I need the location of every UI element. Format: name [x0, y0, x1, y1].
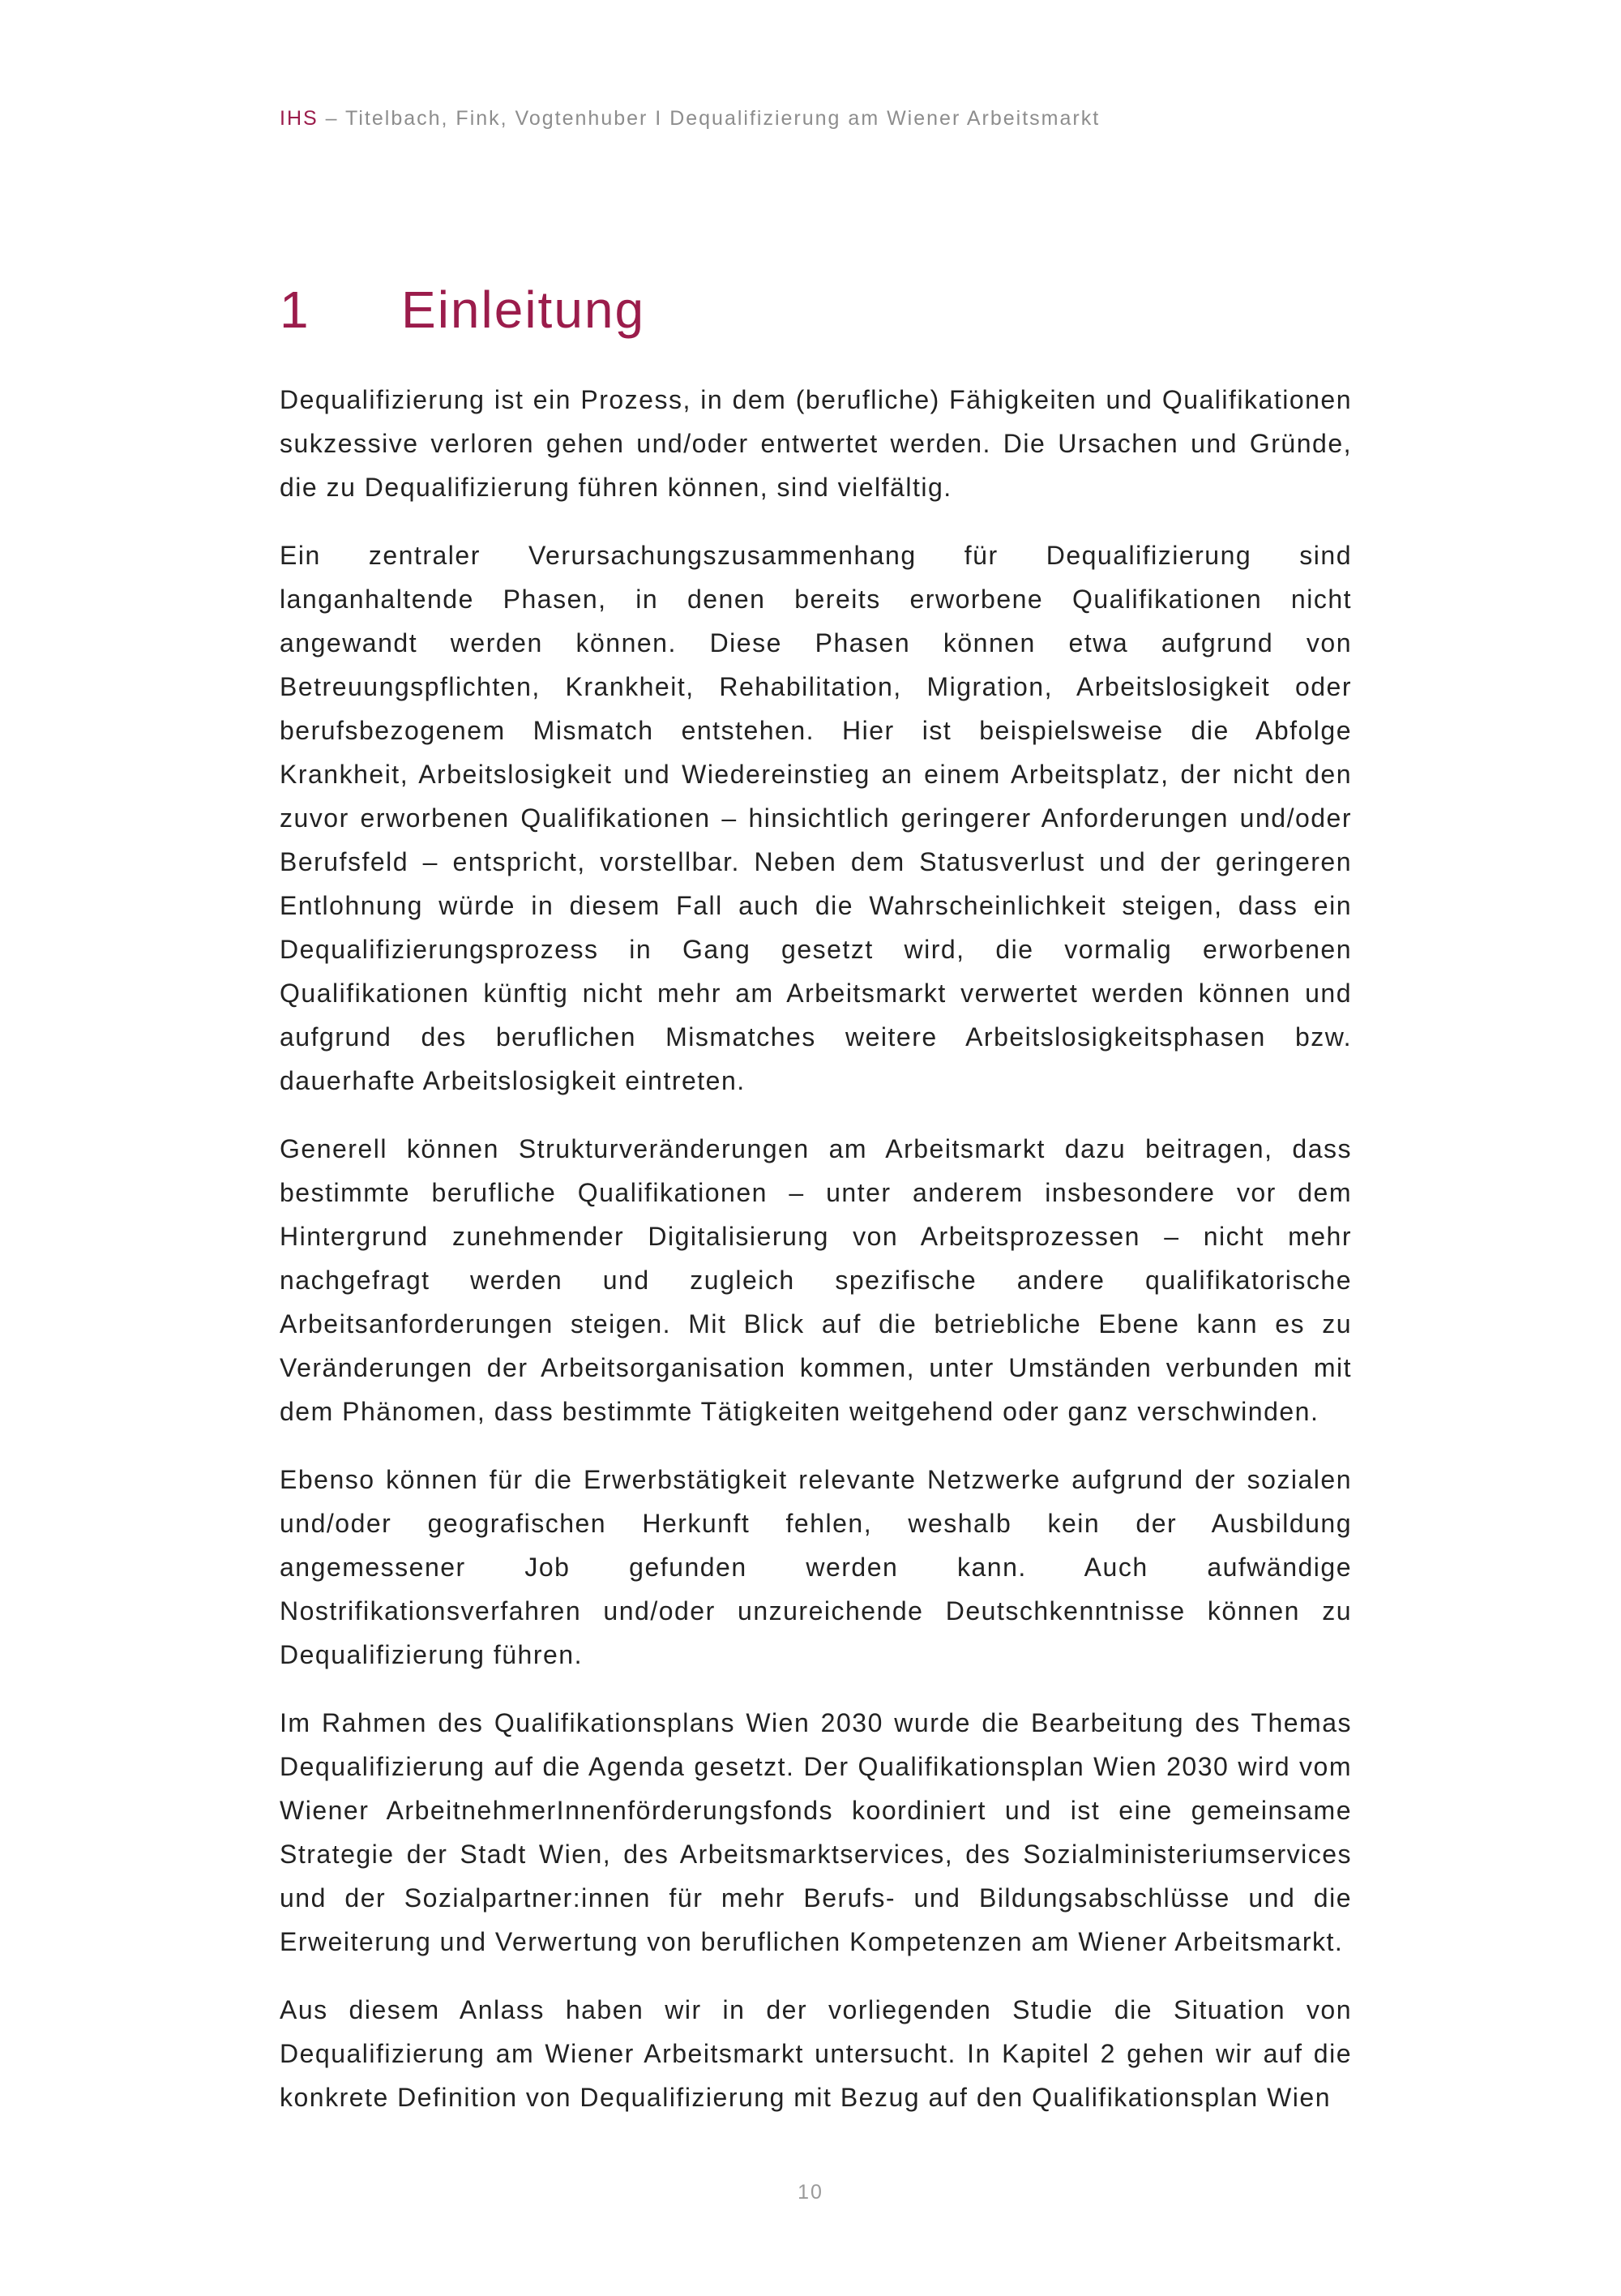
paragraph: Im Rahmen des Qualifikationsplans Wien 2030 wurde die Bearbeitung des Themas Dequalifizierung auf die Agenda gesetzt. Der Qualifikationsplan Wien 2030 wird vom Wiener ArbeitnehmerInnenförderungsfonds koordiniert und ist eine gemeinsame Strategie der Stadt Wien, des Arbeitsmarktservices, des Sozialministeriumservices und der Sozialpartner:innen für mehr Berufs- und Bildungsabschlüsse und die Erweiterung und Verwertung von beruflichen Kompetenzen am Wiener Arbeitsmarkt. — [280, 1708, 1352, 1956]
chapter-title: Einleitung — [401, 281, 646, 339]
chapter-heading — [280, 281, 646, 339]
running-header — [280, 107, 1100, 131]
body-text — [280, 378, 1352, 2144]
paragraph: Aus diesem Anlass haben wir in der vorliegenden Studie die Situation von Dequalifizierung am Wiener Arbeitsmarkt untersucht. In Kapitel 2 gehen wir auf die konkrete Definition von Dequalifizierung mit Bezug auf den Qualifikationsplan Wien — [280, 1995, 1352, 2112]
paragraph: Ein zentraler Verursachungszusammenhang für Dequalifizierung sind langanhaltende Phasen, in denen bereits erworbene Qualifikationen nicht angewandt werden können. Diese Phasen können etwa aufgrund von Betreuungspflichten, Krankheit, Rehabilitation, Migration, Arbeitslosigkeit oder berufsbezogenem Mismatch entstehen. Hier ist beispielsweise die Abfolge Krankheit, Arbeitslosigkeit und Wiedereinstieg an einem Arbeitsplatz, der nicht den zuvor erworbenen Qualifikationen – hinsichtlich geringerer Anforderungen und/oder Berufsfeld – entspricht, vorstellbar. Neben dem Statusverlust und der geringeren Entlohnung würde in diesem Fall auch die Wahrscheinlichkeit steigen, dass ein Dequalifizierungsprozess in Gang gesetzt wird, die vormalig erworbenen Qualifikationen künftig nicht mehr am Arbeitsmarkt verwertet werden können und aufgrund des beruflichen Mismatches weitere Arbeitslosigkeitsphasen bzw. dauerhafte Arbeitslosigkeit eintreten. — [280, 541, 1352, 1095]
header-brand: IHS — [280, 107, 319, 130]
page-number: 10 — [798, 2181, 823, 2204]
paragraph: Ebenso können für die Erwerbstätigkeit relevante Netzwerke aufgrund der sozialen und/oder geografischen Herkunft fehlen, weshalb kein der Ausbildung angemessener Job gefunden werden kann. Auch aufwändige Nostrifikationsverfahren und/oder unzureichende Deutschkenntnisse können zu Dequalifizierung führen. — [280, 1465, 1352, 1669]
paragraph: Dequalifizierung ist ein Prozess, in dem (berufliche) Fähigkeiten und Qualifikationen sukzessive verloren gehen und/oder entwertet werden. Die Ursachen und Gründe, die zu Dequalifizierung führen können, sind vielfältig. — [280, 385, 1352, 502]
header-text: – Titelbach, Fink, Vogtenhuber I Dequalifizierung am Wiener Arbeitsmarkt — [318, 107, 1101, 130]
chapter-number: 1 — [280, 281, 310, 339]
paragraph: Generell können Strukturveränderungen am Arbeitsmarkt dazu beitragen, dass bestimmte berufliche Qualifikationen – unter anderem insbesondere vor dem Hintergrund zunehmender Digitalisierung von Arbeitsprozessen – nicht mehr nachgefragt werden und zugleich spezifische andere qualifikatorische Arbeitsanforderungen steigen. Mit Blick auf die betriebliche Ebene kann es zu Veränderungen der Arbeitsorganisation kommen, unter Umständen verbunden mit dem Phänomen, dass bestimmte Tätigkeiten weitgehend oder ganz verschwinden. — [280, 1134, 1352, 1426]
